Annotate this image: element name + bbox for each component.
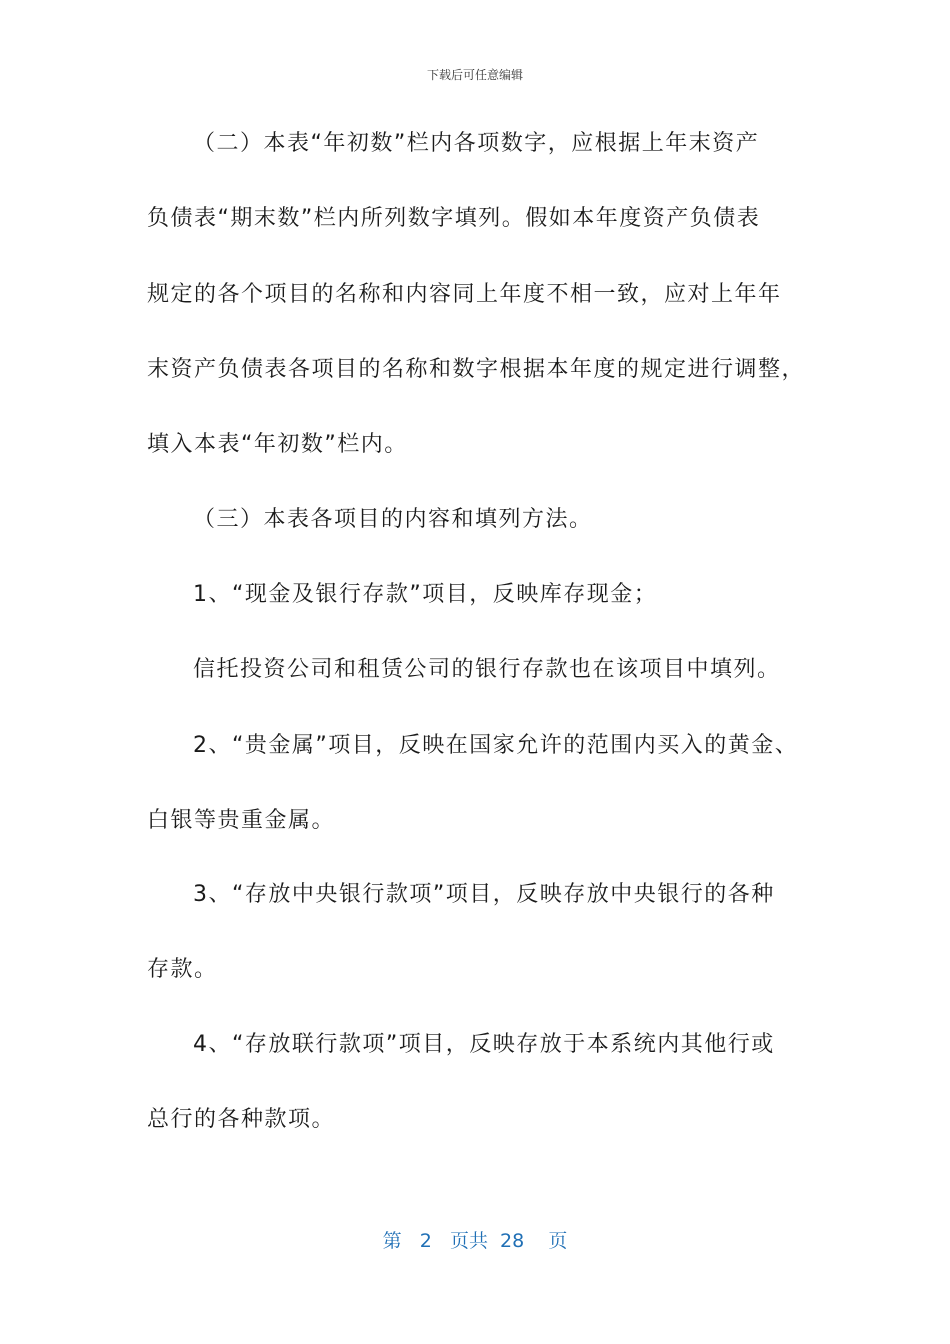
paragraph-line: 信托投资公司和租赁公司的银行存款也在该项目中填列。: [193, 657, 781, 682]
paragraph-line: 总行的各种款项。: [147, 1107, 336, 1132]
footer-current-page: 2: [419, 1230, 432, 1252]
footer-total-pages: 28: [500, 1230, 525, 1252]
paragraph-line: 规定的各个项目的名称和内容同上年度不相一致，应对上年年: [147, 282, 782, 307]
paragraph-line: 1、“现金及银行存款”项目，反映库存现金；: [193, 582, 658, 607]
paragraph-line: 填入本表“年初数”栏内。: [147, 432, 408, 457]
paragraph-line: 末资产负债表各项目的名称和数字根据本年度的规定进行调整，: [147, 357, 806, 382]
paragraph-line: 2、“贵金属”项目，反映在国家允许的范围内买入的黄金、: [193, 733, 799, 758]
paragraph-line: 3、“存放中央银行款项”项目，反映存放中央银行的各种: [193, 882, 775, 907]
paragraph-line: （二）本表“年初数”栏内各项数字，应根据上年末资产: [193, 131, 760, 156]
paragraph-line: （三）本表各项目的内容和填列方法。: [193, 507, 593, 532]
paragraph-line: 负债表“期末数”栏内所列数字填列。假如本年度资产负债表: [147, 206, 761, 231]
paragraph-line: 存款。: [147, 957, 218, 982]
footer-suffix: 页: [548, 1230, 568, 1252]
page-footer: [0, 1226, 950, 1253]
footer-middle: 页共: [449, 1230, 488, 1252]
paragraph-line: 4、“存放联行款项”项目，反映存放于本系统内其他行或: [193, 1032, 775, 1057]
page-header: 下载后可任意编辑: [426, 68, 523, 82]
footer-prefix: 第: [382, 1230, 402, 1252]
paragraph-line: 白银等贵重金属。: [147, 808, 336, 833]
